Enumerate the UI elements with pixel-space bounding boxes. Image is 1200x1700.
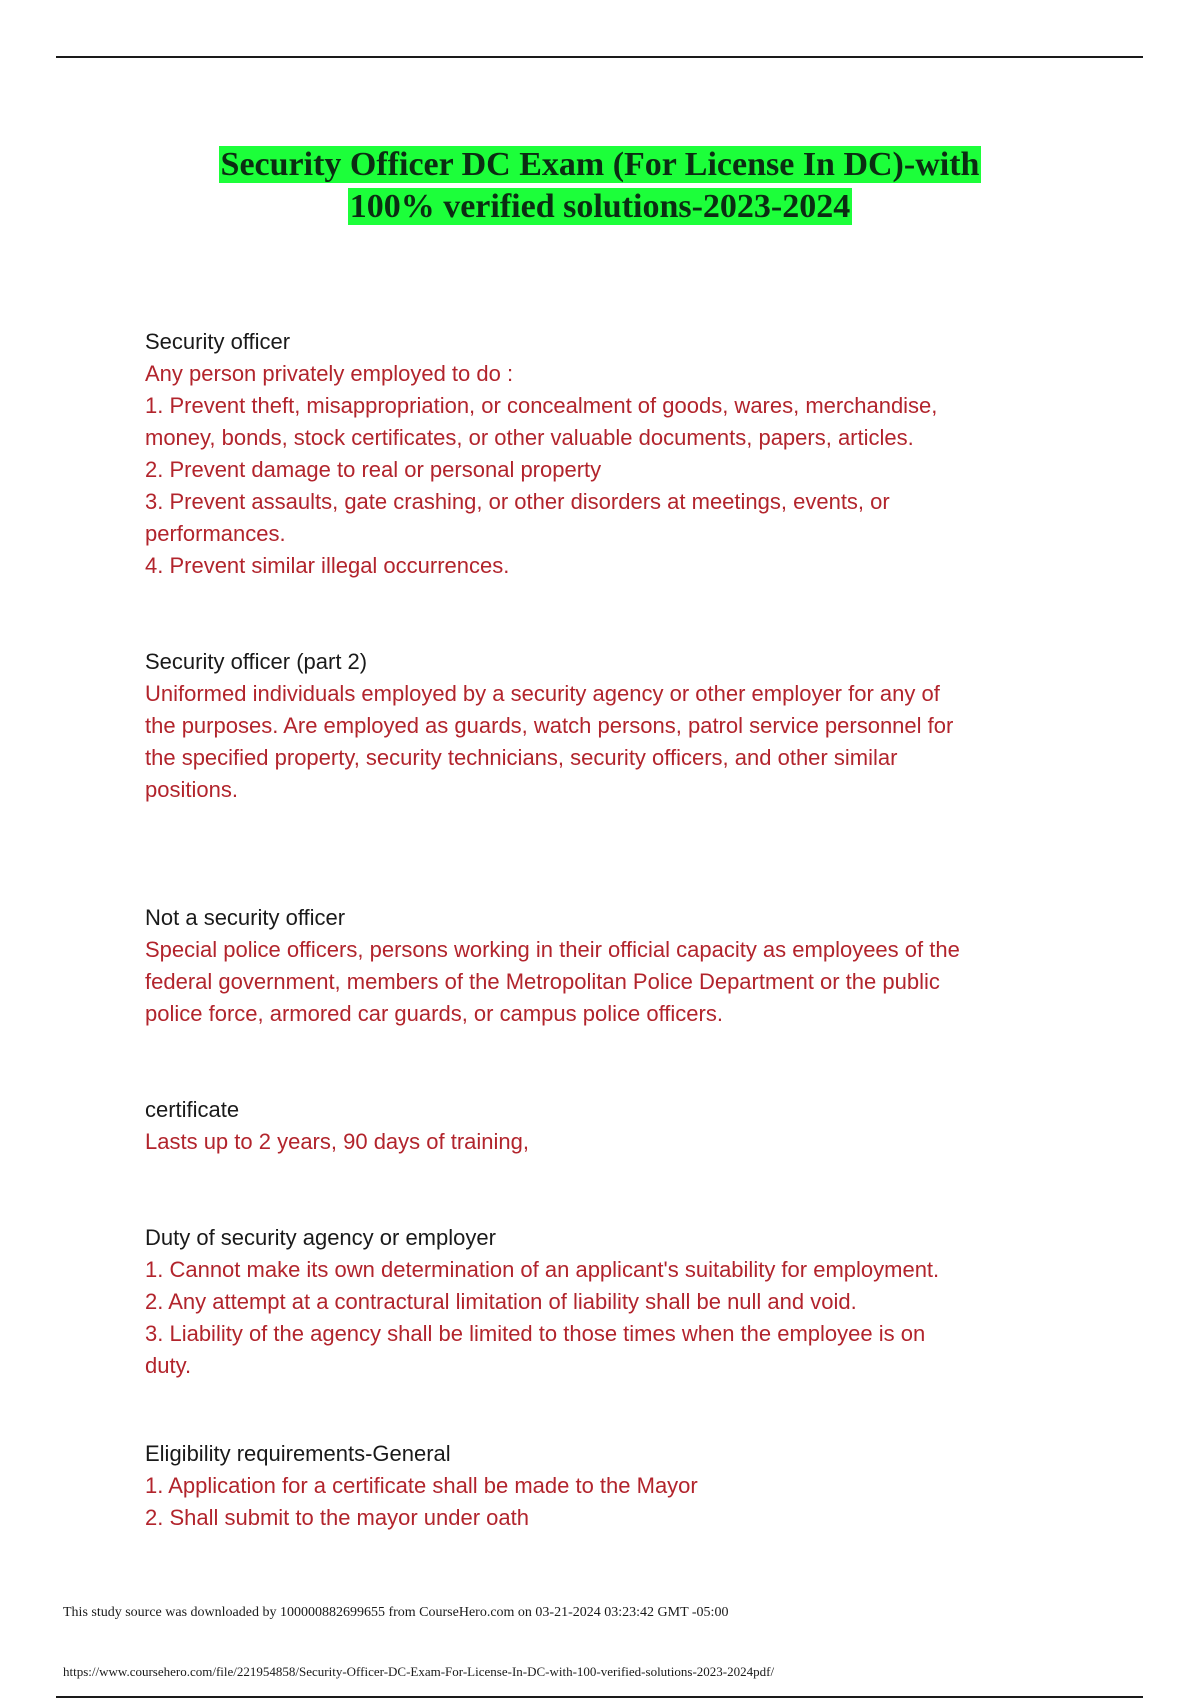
top-rule	[56, 56, 1143, 58]
definition-line: Any person privately employed to do :	[145, 361, 514, 386]
definition-line: 3. Prevent assaults, gate crashing, or other disorders at meetings, events, or	[145, 489, 890, 514]
download-source-note: This study source was downloaded by 100000882699655 from CourseHero.com on 03-21-2024 03:23:42 GMT -05:00	[63, 1605, 729, 1620]
flashcard-term: Security officer (part 2)	[145, 649, 368, 674]
flashcard-term: Not a security officer	[145, 905, 346, 930]
flashcard-entry	[145, 902, 1045, 1030]
flashcard-term: Security officer	[145, 329, 291, 354]
title-line-1: Security Officer DC Exam (For License In DC)-with	[220, 146, 980, 183]
flashcard-definition	[145, 934, 1045, 1030]
definition-line: duty.	[145, 1353, 192, 1378]
definition-line: performances.	[145, 521, 286, 546]
definition-line: 2. Prevent damage to real or personal property	[145, 457, 602, 482]
flashcard-entry	[145, 1438, 1045, 1534]
flashcard-definition	[145, 1126, 1045, 1158]
flashcard-definition	[145, 1470, 1045, 1534]
flashcard-term: Eligibility requirements-General	[145, 1441, 451, 1466]
title-line-2: 100% verified solutions-2023-2024	[349, 188, 851, 225]
definition-line: the specified property, security technicians, security officers, and other similar	[145, 745, 898, 770]
definition-line: police force, armored car guards, or campus police officers.	[145, 1001, 723, 1026]
definition-line: Lasts up to 2 years, 90 days of training,	[145, 1129, 530, 1154]
definition-line: 2. Any attempt at a contractural limitation of liability shall be null and void.	[145, 1289, 857, 1314]
definition-line: federal government, members of the Metropolitan Police Department or the public	[145, 969, 940, 994]
definition-line: 2. Shall submit to the mayor under oath	[145, 1505, 529, 1530]
document-title	[0, 144, 1200, 228]
definition-line: Special police officers, persons working in their official capacity as employees of the	[145, 937, 960, 962]
definition-line: positions.	[145, 777, 238, 802]
flashcard-entry	[145, 1222, 1045, 1382]
bottom-rule	[56, 1696, 1143, 1698]
flashcard-definition	[145, 1254, 1045, 1382]
definition-line: 4. Prevent similar illegal occurrences.	[145, 553, 510, 578]
flashcard-entry	[145, 1094, 1045, 1158]
flashcard-entry	[145, 646, 1045, 806]
flashcard-list	[145, 326, 1045, 1534]
definition-line: 1. Cannot make its own determination of an applicant's suitability for employment.	[145, 1257, 940, 1282]
definition-line: 1. Application for a certificate shall be made to the Mayor	[145, 1473, 698, 1498]
definition-line: the purposes. Are employed as guards, watch persons, patrol service personnel for	[145, 713, 954, 738]
definition-line: 3. Liability of the agency shall be limited to those times when the employee is on	[145, 1321, 926, 1346]
flashcard-definition	[145, 678, 1045, 806]
definition-line: money, bonds, stock certificates, or other valuable documents, papers, articles.	[145, 425, 914, 450]
definition-line: Uniformed individuals employed by a security agency or other employer for any of	[145, 681, 940, 706]
flashcard-definition	[145, 358, 1045, 582]
flashcard-term: Duty of security agency or employer	[145, 1225, 496, 1250]
definition-line: 1. Prevent theft, misappropriation, or concealment of goods, wares, merchandise,	[145, 393, 938, 418]
source-url: https://www.coursehero.com/file/221954858/Security-Officer-DC-Exam-For-License-In-DC-with-100-verified-solutions-2023-2024pdf/	[63, 1664, 775, 1679]
flashcard-term: certificate	[145, 1097, 240, 1122]
flashcard-entry	[145, 326, 1045, 582]
